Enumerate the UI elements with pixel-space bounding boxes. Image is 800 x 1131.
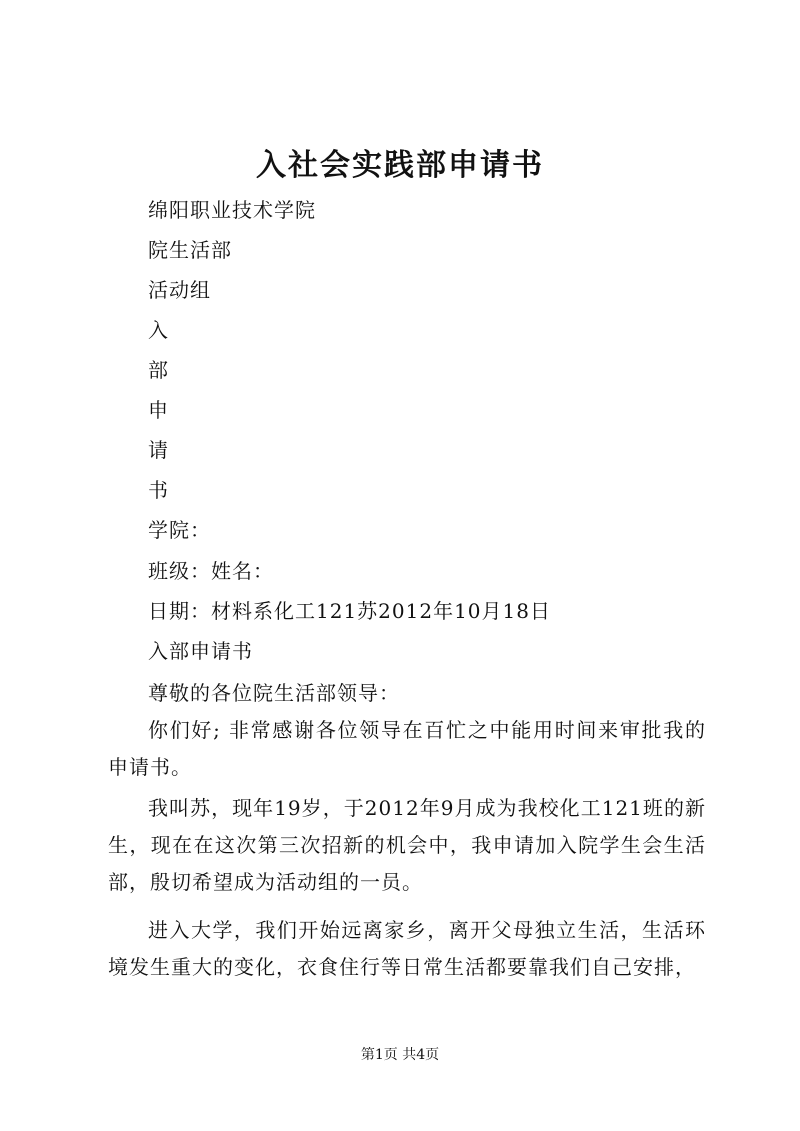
header-line-char-1: 入 — [148, 318, 169, 342]
header-line-char-2: 部 — [148, 358, 169, 382]
page-footer: 第1页 共4页 — [360, 1047, 440, 1063]
header-line-char-5: 书 — [148, 478, 169, 502]
body-paragraph-3: 进入大学，我们开始远离家乡，离开父母独立生活，生活环境发生重大的变化，衣食住行等日常生活都要靠我们自己安排， — [108, 918, 706, 979]
document-title: 入社会实践部申请书 — [256, 148, 544, 183]
header-line-school: 绵阳职业技术学院 — [148, 198, 316, 222]
header-line-char-4: 请 — [148, 438, 169, 462]
letter-salutation: 尊敬的各位院生活部领导： — [148, 681, 400, 705]
letter-heading: 入部申请书 — [148, 639, 253, 663]
body-paragraph-1: 你们好; 非常感谢各位领导在百忙之中能用时间来审批我的申请书。 — [108, 718, 706, 779]
body-paragraph-2: 我叫苏，现年19岁，于2012年9月成为我校化工121班的新生，现在在这次第三次招新的机会中，我申请加入院学生会生活部，殷切希望成为活动组的一员。 — [108, 796, 706, 894]
field-college: 学院： — [148, 518, 211, 542]
field-date: 日期：材料系化工121苏2012年10月18日 — [148, 599, 551, 623]
header-line-department: 院生活部 — [148, 238, 232, 262]
header-line-group: 活动组 — [148, 278, 211, 302]
header-line-char-3: 申 — [148, 398, 169, 422]
field-class-name: 班级：姓名： — [148, 559, 274, 583]
